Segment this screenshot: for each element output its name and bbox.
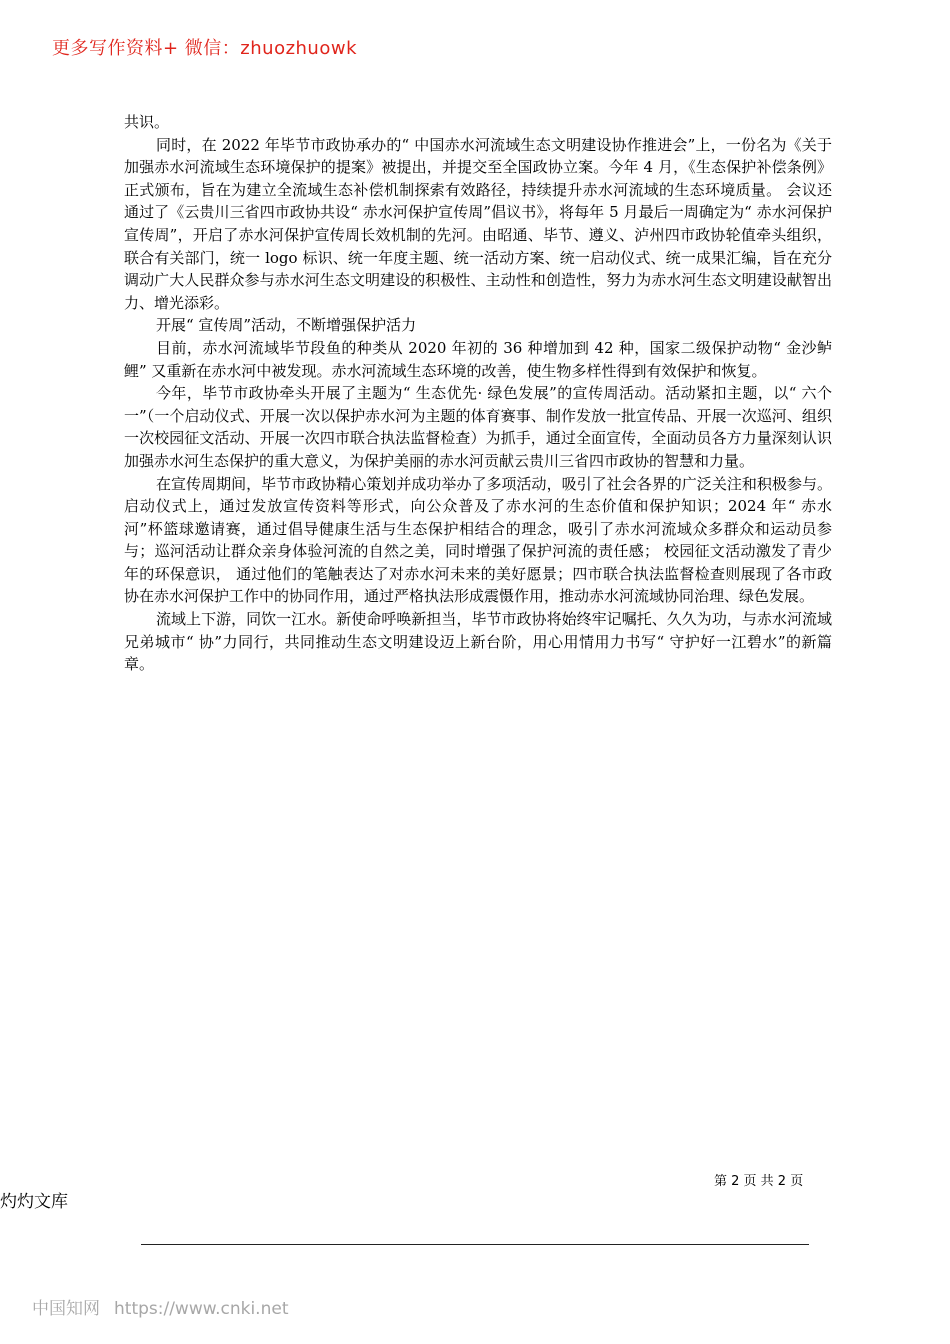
library-name: 灼灼文库	[0, 1192, 68, 1212]
watermark-url: https://www.cnki.net	[114, 1299, 289, 1319]
footer-divider	[141, 1244, 809, 1245]
paragraph: 目前，赤水河流域毕节段鱼的种类从 2020 年初的 36 种增加到 42 种，国家二级保护动物“ 金沙鲈鲤” 又重新在赤水河中被发现。赤水河流域生态环境的改善，使生物多样性得到有效保护和恢复。	[124, 338, 832, 380]
paragraph: 在宣传周期间，毕节市政协精心策划并成功举办了多项活动，吸引了社会各界的广泛关注和积极参与。启动仪式上，通过发放宣传资料等形式，向公众普及了赤水河的生态价值和保护知识；2024 年“ 赤水河”杯篮球邀请赛，通过倡导健康生活与生态保护相结合的理念，吸引了赤水河流域众多群众和运动员参与；巡河活动让群众亲身体验河流的自然之美，同时增强了保护河流的责任感； 校园征文活动激发了青少年的环保意识， 通过他们的笔触表达了对赤水河未来的美好愿景；四市联合执法监督检查则展现了各市政协在赤水河保护工作中的协同作用，通过严格执法形成震慑作用，推动赤水河流域协同治理、绿色发展。	[124, 474, 832, 606]
paragraph: 共识。	[124, 113, 170, 131]
article-body	[124, 111, 832, 676]
promo-banner: 更多写作资料+ 微信：zhuozhuowk	[52, 38, 358, 59]
paragraph: 同时，在 2022 年毕节市政协承办的“ 中国赤水河流域生态文明建设协作推进会”上，一份名为《关于加强赤水河流域生态环境保护的提案》被提出，并提交至全国政协立案。今年 4 月，《生态保护补偿条例》正式颁布，旨在为建立全流域生态补偿机制探索有效路径，持续提升赤水河流域的生态环境质量。 会议还通过了《云贵川三省四市政协共设“ 赤水河保护宣传周”倡议书》，将每年 5 月最后一周确定为“ 赤水河保护宣传周”，开启了赤水河保护宣传周长效机制的先河。由昭通、毕节、遵义、泸州四市政协轮值牵头组织，联合有关部门，统一 logo 标识、统一年度主题、统一活动方案、统一启动仪式、统一成果汇编，旨在充分调动广大人民群众参与赤水河生态文明建设的积极性、主动性和创造性，努力为赤水河生态文明建设献智出力、增光添彩。	[124, 135, 832, 312]
page-number: 第 2 页 共 2 页	[714, 1174, 804, 1189]
section-heading: 开展“ 宣传周”活动，不断增强保护活力	[156, 316, 417, 335]
paragraph: 今年，毕节市政协牵头开展了主题为“ 生态优先· 绿色发展”的宣传周活动。活动紧扣主题，以“ 六个一”（一个启动仪式、开展一次以保护赤水河为主题的体育赛事、制作发放一批宣传品、开展一次巡河、组织一次校园征文活动、开展一次四市联合执法监督检查）为抓手，通过全面宣传，全面动员各方力量深刻认识加强赤水河生态保护的重大意义，为保护美丽的赤水河贡献云贵川三省四市政协的智慧和力量。	[124, 384, 832, 470]
watermark	[32, 1294, 288, 1319]
watermark-site: 中国知网	[32, 1299, 100, 1319]
paragraph: 流域上下游，同饮一江水。新使命呼唤新担当，毕节市政协将始终牢记嘱托、久久为功，与赤水河流域兄弟城市“ 协”力同行，共同推动生态文明建设迈上新台阶，用心用情用力书写“ 守护好一江碧水”的新篇章。	[124, 610, 832, 674]
